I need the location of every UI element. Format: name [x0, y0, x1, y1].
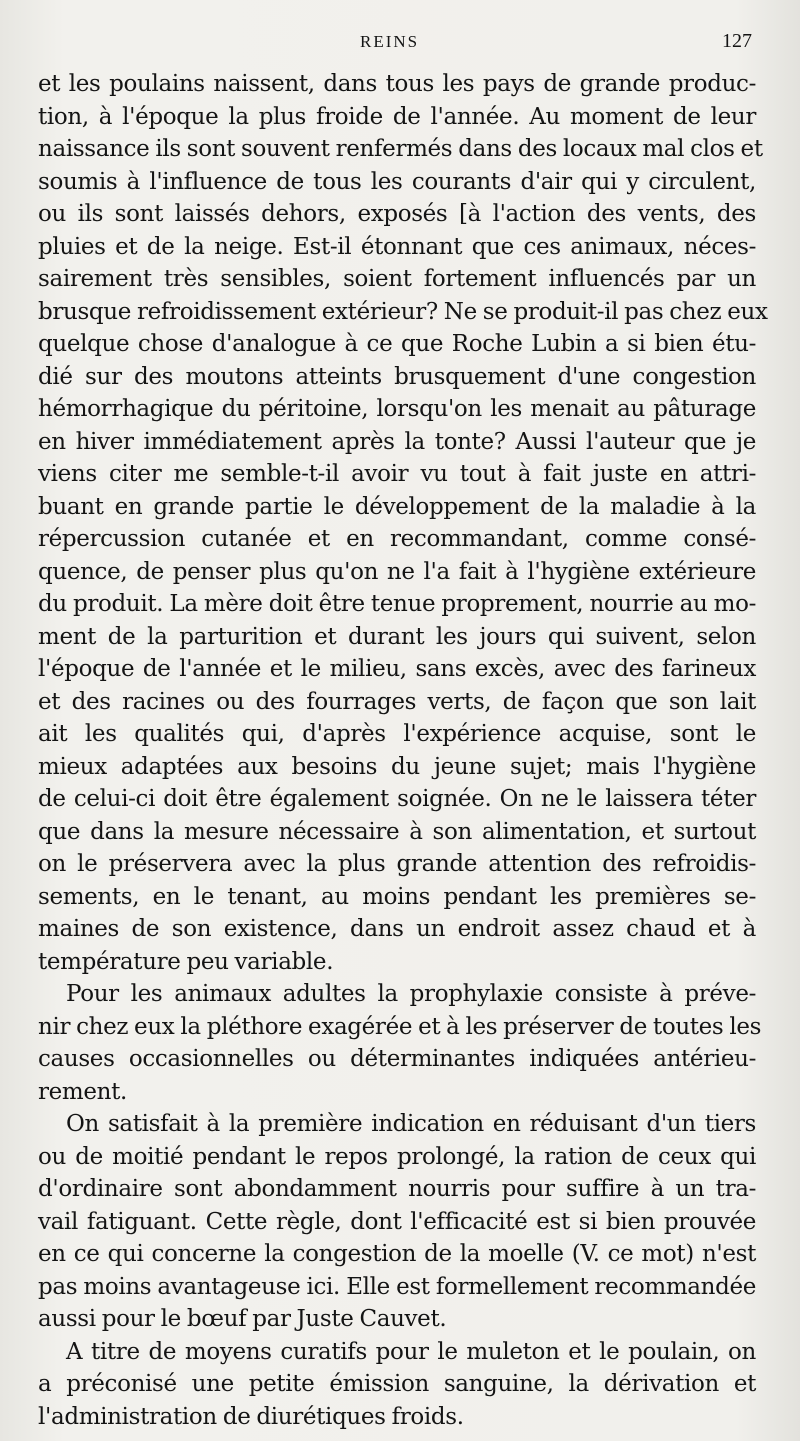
text-line: soumis à l'influence de tous les courants d'air qui y circulent,: [38, 168, 756, 195]
text-line: quence, de penser plus qu'on ne l'a fait à l'hygiène extérieure: [38, 558, 756, 585]
text-line: et les poulains naissent, dans tous les pays de grande produc-: [38, 71, 756, 97]
text-line: ou ils sont laissés dehors, exposés [à l'action des vents, des: [38, 201, 756, 227]
body-text: [38, 68, 768, 1433]
text-line: mieux adaptées aux besoins du jeune sujet; mais l'hygiène: [38, 753, 756, 780]
text-line: l'époque de l'année et le milieu, sans excès, avec des farineux: [38, 656, 756, 682]
text-line: du produit. La mère doit être tenue proprement, nourrie au mo-: [38, 591, 756, 617]
page-number: 127: [722, 30, 752, 52]
text-line: Pour les animaux adultes la prophylaxie consiste à préve-: [66, 981, 756, 1007]
text-line: rement.: [38, 1078, 127, 1105]
text-line: vail fatiguant. Cette règle, dont l'efficacité est si bien prouvée: [38, 1208, 756, 1235]
text-line: quelque chose d'analogue à ce que Roche Lubin a si bien étu-: [38, 331, 756, 357]
text-line: d'ordinaire sont abondamment nourris pour suffire à un tra-: [38, 1176, 756, 1202]
text-line: buant en grande partie le développement de la maladie à la: [38, 493, 756, 520]
text-line: en hiver immédiatement après la tonte? Aussi l'auteur que je: [38, 428, 756, 455]
text-line: tion, à l'époque la plus froide de l'année. Au moment de leur: [38, 103, 756, 130]
text-line: sairement très sensibles, soient fortement influencés par un: [38, 266, 756, 292]
text-line: a préconisé une petite émission sanguine, la dérivation et: [38, 1371, 756, 1397]
text-line: dié sur des moutons atteints brusquement d'une congestion: [38, 363, 756, 390]
text-line: ment de la parturition et durant les jours qui suivent, selon: [38, 623, 756, 650]
text-line: sements, en le tenant, au moins pendant les premières se-: [38, 883, 756, 910]
text-line: nir chez eux la pléthore exagérée et à les préserver de toutes les: [38, 1013, 762, 1040]
text-line: aussi pour le bœuf par Juste Cauvet.: [38, 1306, 447, 1332]
text-line: naissance ils sont souvent renfermés dans des locaux mal clos et: [38, 136, 763, 162]
text-line: hémorrhagique du péritoine, lorsqu'on les menait au pâturage: [38, 396, 756, 422]
text-line: pluies et de la neige. Est-il étonnant que ces animaux, néces-: [38, 233, 756, 260]
text-line: on le préservera avec la plus grande attention des refroidis-: [38, 851, 756, 877]
text-line: ait les qualités qui, d'après l'expérience acquise, sont le: [38, 721, 756, 747]
text-line: maines de son existence, dans un endroit assez chaud et à: [38, 916, 756, 942]
text-line: causes occasionnelles ou déterminantes indiquées antérieu-: [38, 1046, 756, 1072]
text-line: de celui-ci doit être également soignée. On ne le laissera téter: [38, 786, 756, 812]
text-line: pas moins avantageuse ici. Elle est formellement recommandée: [38, 1273, 756, 1300]
text-line: ou de moitié pendant le repos prolongé, la ration de ceux qui: [38, 1143, 756, 1170]
text-line: que dans la mesure nécessaire à son alimentation, et surtout: [38, 818, 756, 845]
text-line: en ce qui concerne la congestion de la moelle (V. ce mot) n'est: [38, 1241, 756, 1267]
text-line: On satisfait à la première indication en réduisant d'un tiers: [66, 1111, 756, 1137]
text-line: répercussion cutanée et en recommandant, comme consé-: [38, 526, 756, 552]
text-line: viens citer me semble-t-il avoir vu tout à fait juste en attri-: [38, 461, 756, 487]
text-line: A titre de moyens curatifs pour le muleton et le poulain, on: [66, 1338, 756, 1365]
text-line: température peu variable.: [38, 948, 334, 975]
text-line: brusque refroidissement extérieur? Ne se produit-il pas chez eux: [38, 298, 768, 325]
text-line: et des racines ou des fourrages verts, de façon que son lait: [38, 688, 756, 715]
page-header: [0, 30, 800, 60]
running-title: REINS: [360, 32, 420, 51]
text-line: l'administration de diurétiques froids.: [38, 1403, 464, 1430]
